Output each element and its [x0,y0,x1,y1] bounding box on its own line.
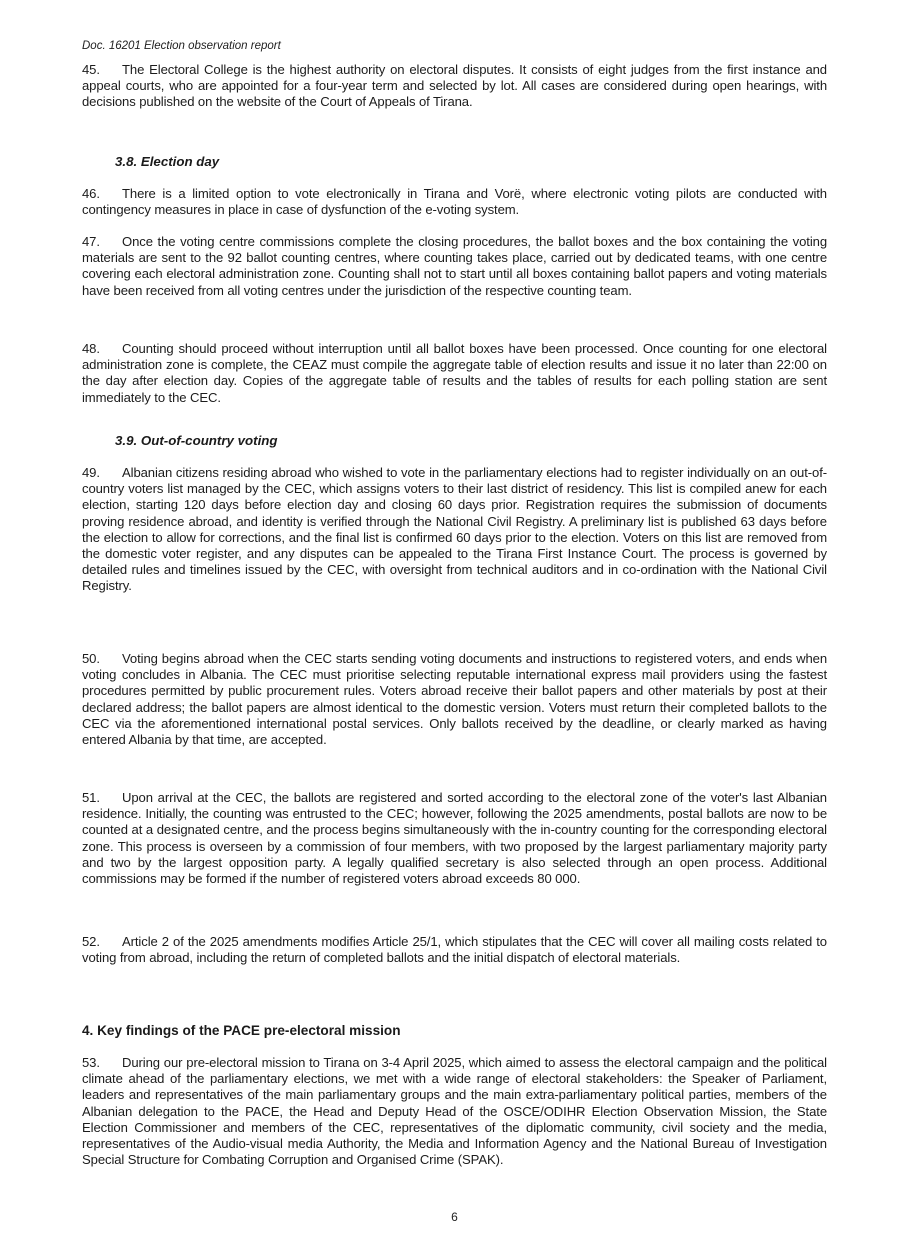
paragraph-text: Voting begins abroad when the CEC starts sending voting documents and instructions to registered voters, and ends when voting concludes in Albania. The CEC must prioritise selecting reputable international express mail providers using the fastest procedures permitted by public procurement rules. Voters abroad receive their ballot papers and other materials by post at their declared address; the ballot papers are almost identical to the domestic version. Voters must return their completed ballots to the CEC via the aforementioned international postal services. Only ballots received by the deadline, or clearly marked as having entered Albania by that time, are accepted. [82,651,827,748]
paragraph-50 [82,651,827,748]
paragraph-47 [82,234,827,299]
paragraph-46 [82,186,827,218]
paragraph-45 [82,62,827,111]
paragraph-52 [82,934,827,966]
paragraph-text: The Electoral College is the highest authority on electoral disputes. It consists of eight judges from the first instance and appeal courts, who are appointed for a four-year term and selected by lot. All cases are considered during open hearings, with decisions published on the website of the Court of Appeals of Tirana. [82,62,827,110]
paragraph-text: Once the voting centre commissions complete the closing procedures, the ballot boxes and the box containing the voting materials are sent to the 92 ballot counting centres, where counting takes place, carried out by dedicated teams, with one centre covering each electoral administration zone. Counting shall not to start until all boxes containing ballot papers and voting materials have been received from all voting centres under the jurisdiction of the respective counting team. [82,234,827,298]
section-heading-4: 4. Key findings of the PACE pre-electoral mission [82,1023,401,1038]
paragraph-49 [82,465,827,595]
paragraph-number: 53. [82,1055,100,1070]
paragraph-number: 45. [82,62,100,77]
paragraph-text: Counting should proceed without interruption until all ballot boxes have been processed. Once counting for one electoral administration zone is complete, the CEAZ must compile the aggregate table of election results and issue it no later than 22:00 on the day after election day. Copies of the aggregate table of results and the tables of results for each polling station are sent immediately to the CEC. [82,341,827,405]
section-heading-3-9: 3.9. Out-of-country voting [115,433,278,448]
paragraph-number: 51. [82,790,100,805]
paragraph-number: 50. [82,651,100,666]
paragraph-number: 52. [82,934,100,949]
paragraph-number: 46. [82,186,100,201]
paragraph-text: During our pre-electoral mission to Tirana on 3-4 April 2025, which aimed to assess the electoral campaign and the political climate ahead of the parliamentary elections, we met with a wide range of electoral stakeholders: the Speaker of Parliament, leaders and representatives of the main parliamentary groups and the main extra-parliamentary political parties, members of the Albanian delegation to the PACE, the Head and Deputy Head of the OSCE/ODIHR Election Observation Mission, the State Election Commissioner and members of the CEC, representatives of the diplomatic community, civil society and the media, representatives of the Audio-visual media Authority, the Media and Information Agency and the National Bureau of Investigation Special Structure for Combating Corruption and Organised Crime (SPAK). [82,1055,827,1168]
paragraph-number: 49. [82,465,100,480]
section-heading-3-8: 3.8. Election day [115,154,220,169]
paragraph-number: 47. [82,234,100,249]
paragraph-text: Albanian citizens residing abroad who wished to vote in the parliamentary elections had to register individually on an out-of-country voters list managed by the CEC, which assigns voters to their last district of residency. This list is compiled anew for each election, starting 120 days before election day and closing 60 days prior. Registration requires the submission of documents proving residence abroad, and identity is verified through the National Civil Registry. A preliminary list is published 63 days before the election to allow for corrections, and the final list is confirmed 60 days prior to the election. Voters on this list are removed from the domestic voter register, and any disputes can be appealed to the Tirana First Instance Court. The process is governed by detailed rules and timelines issued by the CEC, with oversight from technical auditors and in co-ordination with the National Civil Registry. [82,465,827,594]
paragraph-text: Article 2 of the 2025 amendments modifies Article 25/1, which stipulates that the CEC will cover all mailing costs related to voting from abroad, including the return of completed ballots and the initial dispatch of electoral materials. [82,934,827,966]
paragraph-text: There is a limited option to vote electronically in Tirana and Vorë, where electronic voting pilots are conducted with contingency measures in place in case of dysfunction of the e-voting system. [82,186,827,218]
paragraph-53 [82,1055,827,1168]
paragraph-51 [82,790,827,887]
paragraph-48 [82,341,827,406]
page-number: 6 [451,1210,458,1224]
paragraph-number: 48. [82,341,100,356]
running-header: Doc. 16201 Election observation report [82,40,281,52]
paragraph-text: Upon arrival at the CEC, the ballots are registered and sorted according to the electoral zone of the voter's last Albanian residence. Initially, the counting was entrusted to the CEC; however, following the 2025 amendments, postal ballots are now to be counted at a designated centre, and the process begins simultaneously with the in-country counting for the corresponding electoral zone. This process is overseen by a commission of four members, with two proposed by the largest parliamentary majority party and two by the largest opposition party. A legally qualified secretary is also selected through an open process. Additional commissions may be formed if the number of registered voters abroad exceeds 80 000. [82,790,827,887]
